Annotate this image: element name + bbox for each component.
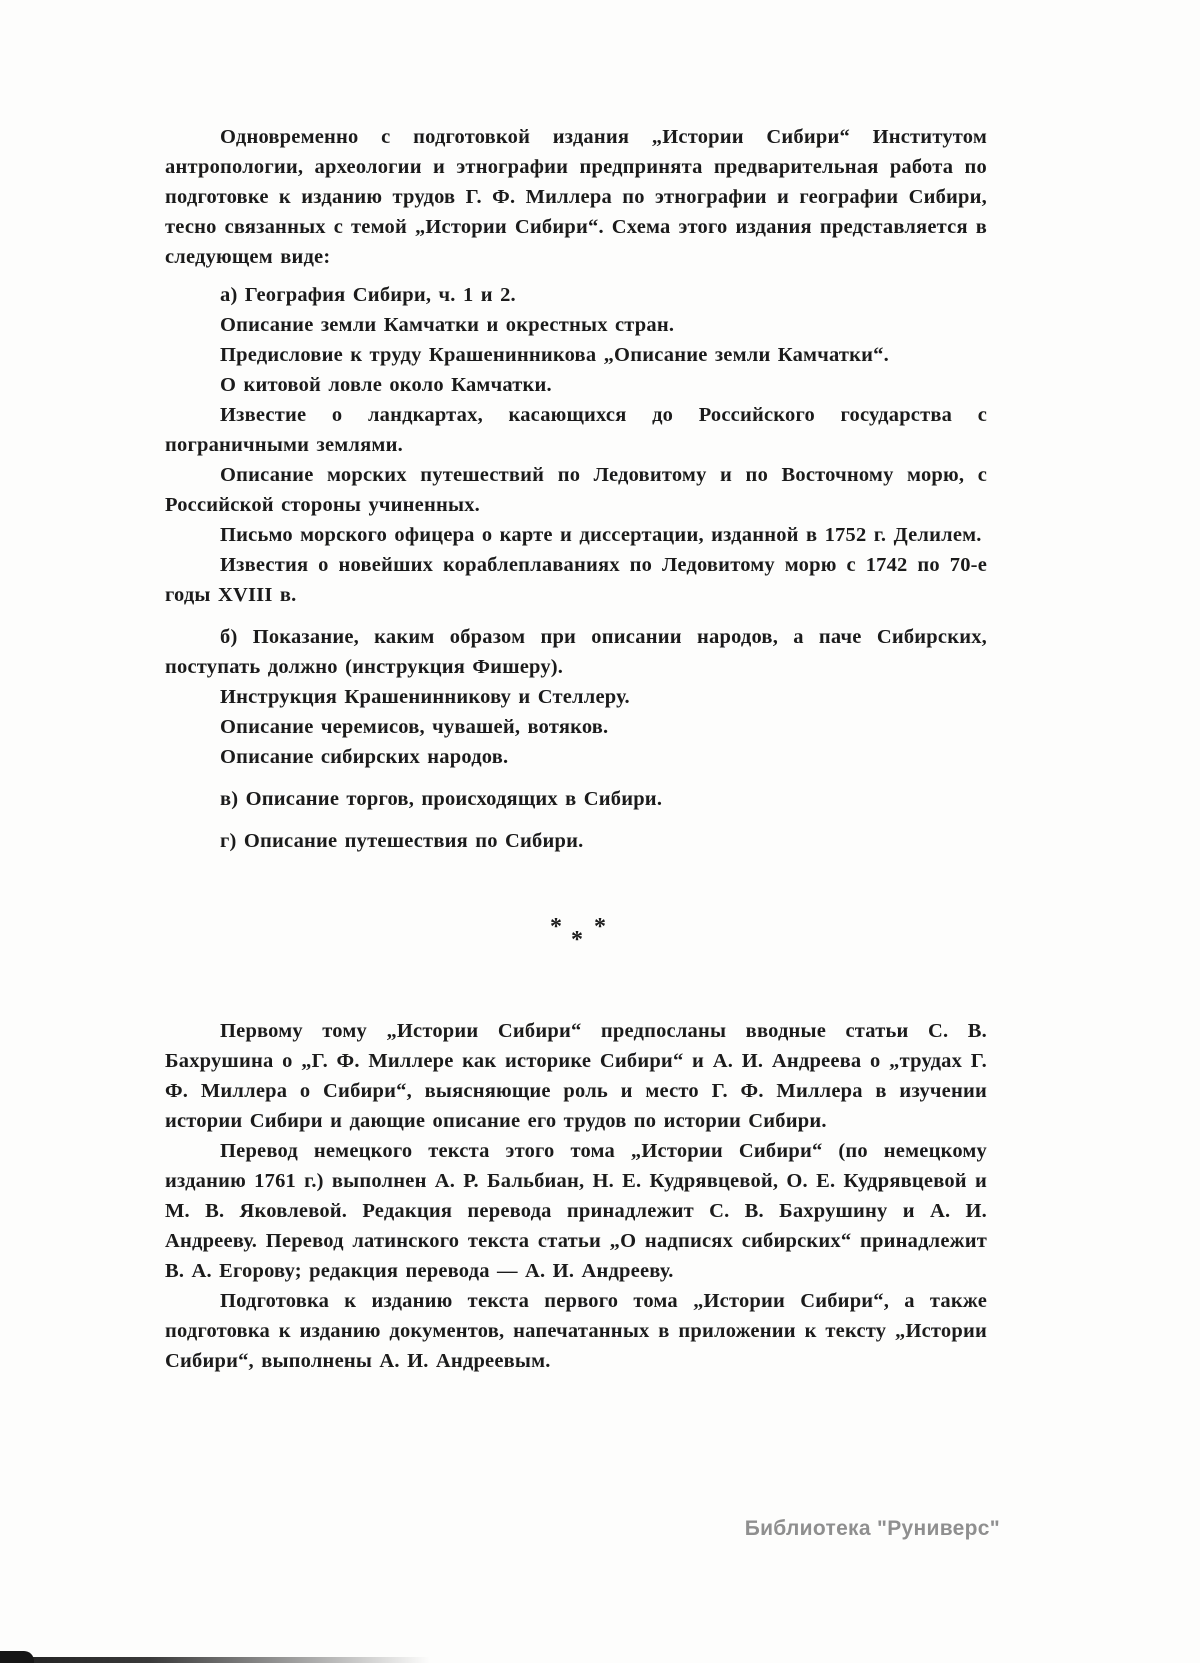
asterisk-glyph: *	[550, 914, 563, 940]
asterisk-glyph: *	[594, 914, 607, 940]
list-item: в) Описание торгов, происходящих в Сибири.	[220, 788, 663, 810]
list-item: Известие о ландкартах, касающихся до Российского государства с пограничными землями.	[165, 404, 987, 456]
runivers-watermark: Библиотека "Руниверс"	[744, 1517, 1000, 1540]
list-item: Письмо морского офицера о карте и диссертации, изданной в 1752 г. Делилем.	[220, 524, 982, 546]
list-item: Предисловие к труду Крашенинникова „Описание земли Камчатки“.	[220, 344, 889, 366]
list-item: Инструкция Крашенинникову и Стеллеру.	[220, 686, 630, 708]
list-item: Описание морских путешествий по Ледовитому и по Восточному морю, с Российской стороны учиненных.	[165, 464, 987, 516]
publication-scheme-list	[165, 280, 987, 856]
list-item: б) Показание, каким образом при описании народов, а паче Сибирских, поступать должно (инструкция Фишеру).	[165, 626, 987, 678]
list-item: г) Описание путешествия по Сибири.	[220, 830, 584, 852]
closing-paragraph: Подготовка к изданию текста первого тома „Истории Сибири“, а также подготовка к изданию документов, напечатанных в приложении к тексту „Истории Сибири“, выполнены А. И. Андреевым.	[165, 1290, 987, 1372]
list-item: Известия о новейших кораблеплаваниях по Ледовитому морю с 1742 по 70-е годы XVIII в.	[165, 554, 987, 606]
closing-paragraph: Перевод немецкого текста этого тома „Истории Сибири“ (по немецкому изданию 1761 г.) выполнен А. Р. Бальбиан, Н. Е. Кудрявцевой, О. Е. Кудрявцевой и М. В. Яковлевой. Редакция перевода принадлежит С. В. Бахрушину и А. И. Андрееву. Перевод латинского текста статьи „О надписях сибирских“ принадлежит В. А. Егорову; редакция перевода — А. И. Андрееву.	[165, 1140, 987, 1282]
list-item: Описание черемисов, чувашей, вотяков.	[220, 716, 609, 738]
asterisk-glyph: *	[571, 927, 584, 953]
list-item: О китовой ловле около Камчатки.	[220, 374, 552, 396]
scan-edge-artifact	[0, 1657, 430, 1663]
text-column	[165, 122, 987, 1376]
closing-section	[165, 1016, 987, 1376]
list-item: а) География Сибири, ч. 1 и 2.	[220, 284, 516, 306]
list-item: Описание сибирских народов.	[220, 746, 509, 768]
intro-paragraph: Одновременно с подготовкой издания „Истории Сибири“ Институтом антропологии, археологии и этнографии предпринята предварительная работа по подготовке к изданию трудов Г. Ф. Миллера по этнографии и географии Сибири, тесно связанных с темой „Истории Сибири“. Схема этого издания представляется в следующем виде:	[165, 126, 987, 268]
closing-paragraph: Первому тому „Истории Сибири“ предпосланы вводные статьи С. В. Бахрушина о „Г. Ф. Миллере как историке Сибири“ и А. И. Андреева о „трудах Г. Ф. Миллера о Сибири“, выясняющие роль и место Г. Ф. Миллера в изучении истории Сибири и дающие описание его трудов по истории Сибири.	[165, 1020, 987, 1132]
asterism-separator	[165, 912, 987, 958]
list-item: Описание земли Камчатки и окрестных стран.	[220, 314, 675, 336]
